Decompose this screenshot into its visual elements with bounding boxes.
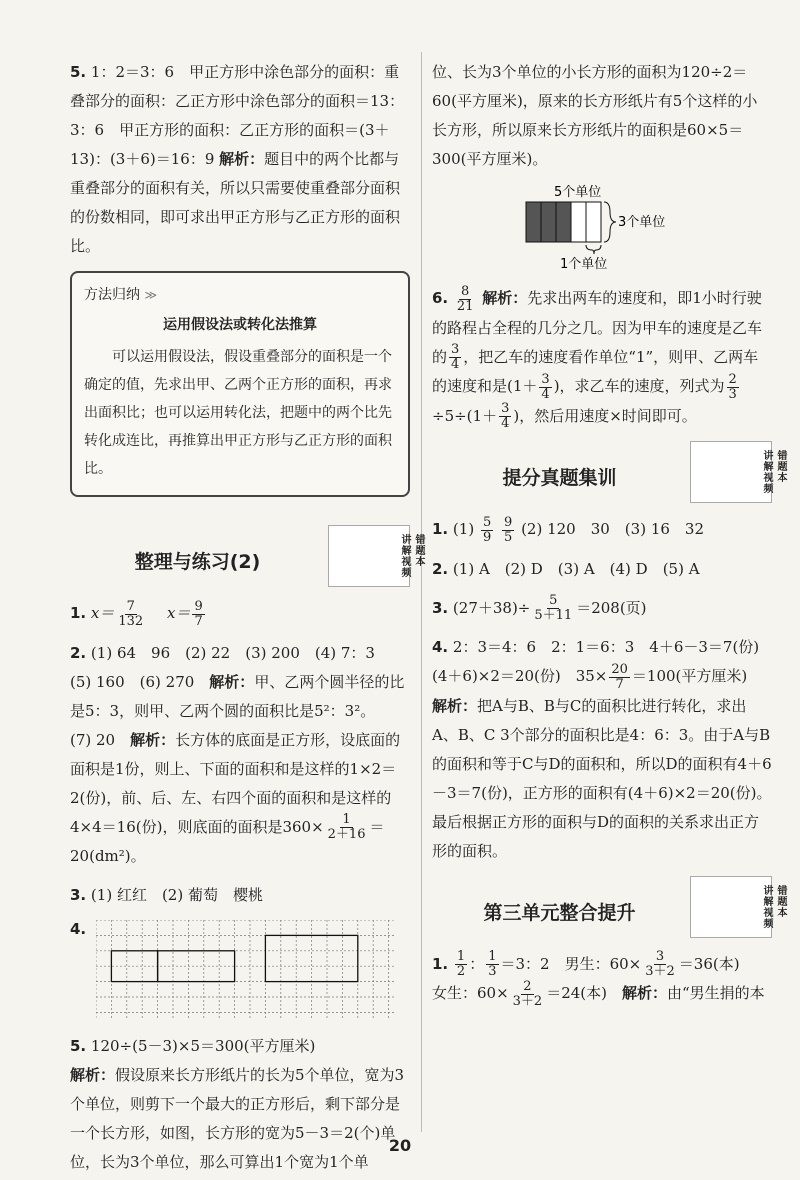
analysis-label: 解析：	[219, 150, 265, 168]
rectangle-figure	[512, 184, 772, 278]
fraction: $\frac{1}{2+16}$	[327, 812, 366, 842]
left-column	[70, 58, 424, 1180]
qr-label-col-1: 错题本	[775, 450, 786, 483]
qr-label-col-2: 讲解视频	[761, 884, 772, 929]
analysis-label: 解析：	[622, 984, 668, 1002]
analysis-label: 解析：	[209, 672, 255, 691]
expression: x＝	[167, 604, 191, 622]
question-number: 4.	[70, 920, 87, 938]
answer-5	[70, 58, 410, 261]
analysis-text: 由“男生捐的本	[667, 984, 765, 1002]
qr-label-col-2: 讲解视频	[399, 534, 410, 578]
answer-text: (1) A (2) D (3) A (4) D (5) A	[452, 559, 700, 578]
qr-code-panel[interactable]	[690, 876, 786, 938]
unit-rectangle-diagram	[512, 184, 692, 274]
drill-4	[432, 633, 772, 866]
section-header	[70, 525, 424, 585]
column-divider	[421, 52, 422, 1132]
qr-label-col-2: 讲解视频	[761, 450, 772, 494]
answer-text: 1：2＝3：6 甲正方形中涂色部分的面积：重叠部分的面积：乙正方形中涂色部分的面积＝13：3：6 甲正方形的面积：乙正方形的面积＝(3＋13)：(3＋6)＝16：9	[70, 63, 405, 168]
part-label: (1)	[452, 520, 475, 538]
method-title: 方法归纳	[84, 287, 140, 303]
analysis-text: )，然后用速度×时间即可。	[513, 406, 697, 425]
expression: ＝208(页)	[576, 598, 647, 617]
fraction: $\frac{8}{21}$	[456, 283, 474, 314]
answer-text: (1) 红红 (2) 葡萄 樱桃	[90, 886, 263, 904]
question-number: 2.	[70, 643, 87, 662]
section-title: 提分真题集训	[502, 467, 617, 489]
question-number: 3.	[432, 598, 449, 617]
question-number: 5.	[70, 1037, 87, 1055]
figure-label-top: 5个单位	[554, 185, 602, 200]
section-header	[432, 441, 786, 501]
analysis-text: ÷5÷(1＋	[432, 406, 498, 425]
right-column	[432, 58, 786, 1019]
analysis-continuation: 位、长为3个单位的小长方形的面积为120÷2＝60(平方厘米)，原来的长方形纸片有5个这样的小长方形，所以原来长方形纸片的面积是60×5＝300(平方厘米)。	[432, 63, 758, 168]
fraction: $\frac{3}{4}$	[501, 401, 510, 431]
analysis-text: 甲、乙两个圆半径的比是5：3，则甲、乙两个圆的面积比是5²：3²。	[70, 672, 405, 720]
question-number: 4.	[432, 638, 449, 656]
qr-code-panel[interactable]	[328, 525, 424, 587]
analysis-text: 先求出两车的速度和，即1小时行驶的路程占全程的几分之几。因为甲车的速度是乙车的	[432, 289, 763, 366]
qr-label	[699, 885, 787, 929]
answer-text: (1) 64 96 (2) 22 (3) 200 (4) 7：3 (5) 160 (6) 270	[70, 643, 390, 691]
large-rect	[266, 935, 358, 981]
practice-5	[70, 1032, 410, 1177]
fraction: $\frac{1}{3}$	[488, 949, 497, 979]
question-number: 1.	[432, 954, 449, 973]
fraction: $\frac{3}{4}$	[451, 342, 460, 372]
qr-label-col-1: 错题本	[775, 884, 786, 918]
ratio-separator: ：	[469, 954, 485, 973]
question-number: 5.	[70, 63, 87, 81]
section-header	[432, 876, 786, 936]
double-chevron-icon: ≫	[144, 288, 158, 302]
fraction: $\frac{1}{2}$	[456, 949, 466, 979]
analysis-text: 假设原来长方形纸片的长为5个单位，宽为3个单位，则剪下一个最大的正方形后，剩下部分是一个长方形，如图，长方形的宽为5－3＝2(个)单位，长为3个单位，那么可算出1个宽为1个单	[70, 1066, 405, 1171]
answer-text: ＝36(本)	[678, 954, 740, 973]
fraction: $\frac{2}{3+2}$	[512, 978, 543, 1009]
answer-text: 2：3＝4：6 2：1＝6：3 4＋6－3＝7(份)	[452, 638, 760, 656]
fraction: $\frac{3}{4}$	[541, 371, 550, 402]
analysis-label: 解析：	[432, 696, 478, 715]
fraction: $\frac{5}{9}$	[482, 514, 492, 545]
practice-4	[70, 920, 410, 1020]
analysis-label: 解析：	[130, 730, 176, 749]
analysis-text: )，求乙车的速度，列式为	[553, 377, 725, 395]
question-number: 6.	[432, 289, 449, 307]
figure-label-bottom: 1个单位	[560, 257, 608, 272]
question-number: 3.	[70, 886, 87, 904]
analysis-label: 解析：	[482, 289, 528, 307]
fraction: $\frac{9}{7}$	[194, 598, 203, 629]
method-summary-box	[70, 271, 410, 497]
analysis-text: 长方体的底面是正方形，设底面的面积是1份，则上、下面的面积和是这样的1×2＝2(份)，前、后、左、右四个面的面积和是这样的4×4＝16(份)，则底面的面积是360×	[70, 730, 401, 836]
grid-figure	[96, 920, 396, 1020]
method-header	[84, 281, 396, 309]
fraction: $\frac{2}{3}$	[728, 371, 737, 402]
analysis-text: 把A与B、B与C的面积比进行转化，求出A、B、C 3个部分的面积比是4：6：3。由于A与B的面积和等于C与D的面积和，所以D的面积有4＋6－3＝7(份)，正方形的面积有(4＋6)×2＝20(份)。最后根据正方形的面积与D的面积的关系求出正方形的面积。	[432, 696, 772, 860]
answer-tail: ＝20(dm²)。	[70, 817, 385, 865]
fraction: $\frac{7}{132}$	[118, 598, 144, 629]
drill-3	[432, 594, 772, 624]
qr-label	[699, 450, 787, 494]
method-subtitle: 运用假设法或转化法推算	[163, 317, 317, 333]
answer-6	[432, 284, 772, 431]
answer-text: (7) 20	[70, 730, 131, 749]
practice-1	[70, 599, 410, 629]
expression: (27＋38)÷	[452, 598, 531, 617]
answer-text: 120÷(5－3)×5＝300(平方厘米)	[90, 1037, 316, 1055]
answer-text: ＝3：2 男生：60×	[500, 954, 642, 973]
practice-2	[70, 639, 410, 872]
fraction: $\frac{20}{7}$	[611, 661, 628, 692]
fraction: $\frac{9}{5}$	[504, 514, 513, 545]
fraction: $\frac{3}{3+2}$	[645, 949, 675, 979]
answer-text: ＝24(本)	[546, 984, 622, 1002]
analysis-label: 解析：	[70, 1066, 116, 1084]
question-number: 2.	[432, 559, 449, 578]
unit-1	[432, 950, 772, 1009]
practice-3	[70, 881, 410, 910]
qr-code-panel[interactable]	[690, 441, 786, 503]
qr-label-col-1: 错题本	[413, 534, 424, 567]
right-brace-icon	[604, 202, 616, 242]
answer-text: 女生：60×	[432, 984, 509, 1002]
answer-text: (2) 120 30 (3) 16 32	[521, 520, 705, 538]
small-rect-left	[112, 951, 158, 982]
qr-label	[337, 534, 425, 578]
analysis-text: ，把乙车的速度看作单位“1”，则甲、乙两车的速度和是(1＋	[432, 347, 759, 395]
fraction: $\frac{5}{5+11}$	[534, 593, 573, 623]
drill-2	[432, 555, 772, 584]
question-number: 1.	[70, 604, 87, 622]
answer-text: ＝100(平方厘米)	[631, 667, 748, 685]
question-number: 1.	[432, 520, 449, 538]
figure-label-right: 3个单位	[618, 215, 666, 230]
analysis-text: 题目中的两个比都与重叠部分的面积有关，所以只需要使重叠部分面积的份数相同，即可求出甲正方形与乙正方形的面积比。	[70, 150, 401, 255]
expression: x＝	[90, 604, 115, 622]
answer-text: (4＋6)×2＝20(份) 35×	[432, 667, 608, 685]
bottom-brace-icon	[586, 245, 601, 254]
drill-1	[432, 515, 772, 545]
section-title: 第三单元整合提升	[483, 901, 636, 924]
section-title: 整理与练习(2)	[134, 551, 261, 573]
page-number: 20	[388, 1136, 412, 1155]
method-body: 可以运用假设法，假设重叠部分的面积是一个确定的值，先求出甲、乙两个正方形的面积，再求出面积比；也可以运用转化法，把题中的两个比先转化成连比，再推算出甲正方形与乙正方形的面积比。	[84, 349, 392, 477]
